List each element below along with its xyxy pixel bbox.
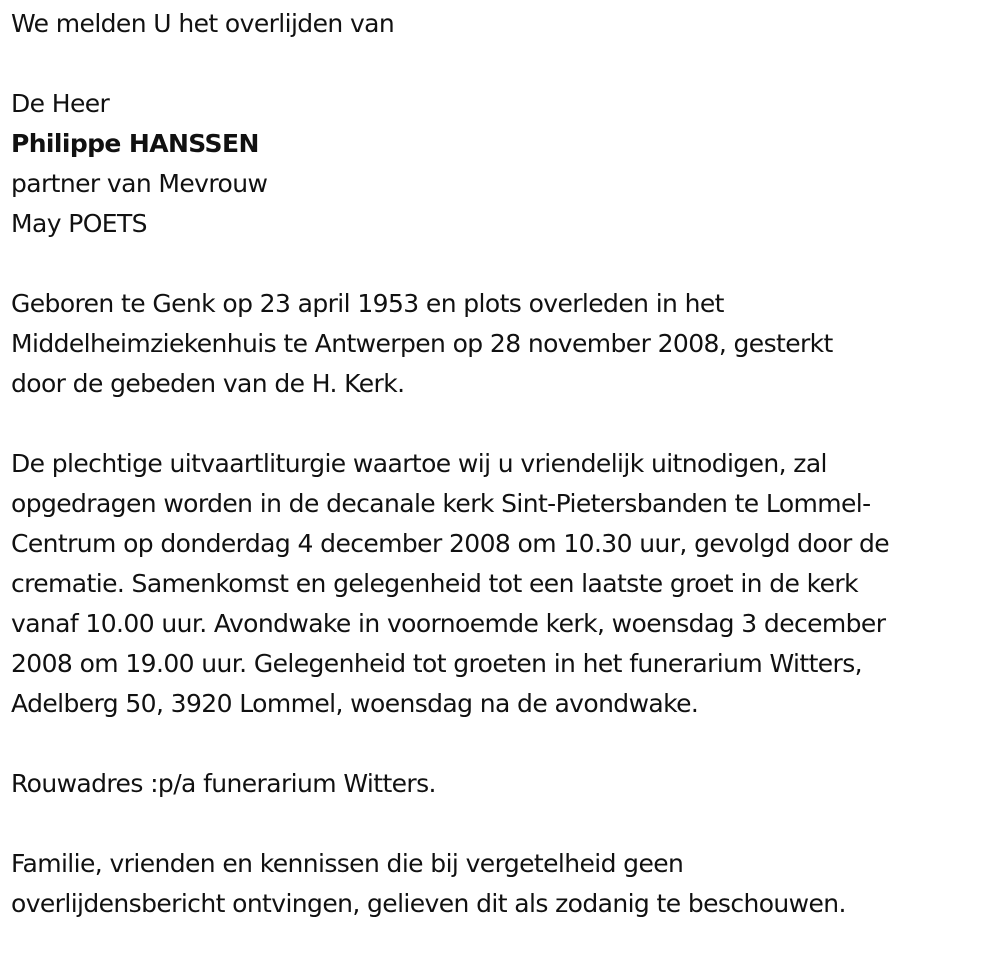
funeral-paragraph xyxy=(11,444,996,724)
spacer xyxy=(11,804,996,844)
death-notice xyxy=(11,4,996,924)
birth-line: Middelheimziekenhuis te Antwerpen op 28 november 2008, gesterkt xyxy=(11,329,833,358)
funeral-line: opgedragen worden in de decanale kerk Sint-Pietersbanden te Lommel- xyxy=(11,489,871,518)
funeral-line: Adelberg 50, 3920 Lommel, woensdag na de avondwake. xyxy=(11,689,699,718)
funeral-line: Centrum op donderdag 4 december 2008 om 10.30 uur, gevolgd door de xyxy=(11,529,890,558)
mourning-address: Rouwadres :p/a funerarium Witters. xyxy=(11,769,436,798)
birth-death-paragraph xyxy=(11,284,996,404)
birth-line: Geboren te Genk op 23 april 1953 en plots overleden in het xyxy=(11,289,724,318)
closing-line: Familie, vrienden en kennissen die bij vergetelheid geen xyxy=(11,849,684,878)
relation-text: partner van Mevrouw xyxy=(11,169,268,198)
closing-paragraph xyxy=(11,844,996,924)
honorific: De Heer xyxy=(11,89,110,118)
spacer xyxy=(11,44,996,84)
funeral-line: crematie. Samenkomst en gelegenheid tot een laatste groet in de kerk xyxy=(11,569,858,598)
funeral-line: 2008 om 19.00 uur. Gelegenheid tot groeten in het funerarium Witters, xyxy=(11,649,863,678)
spacer xyxy=(11,244,996,284)
partner-name: May POETS xyxy=(11,209,147,238)
birth-line: door de gebeden van de H. Kerk. xyxy=(11,369,405,398)
funeral-line: vanaf 10.00 uur. Avondwake in voornoemde kerk, woensdag 3 december xyxy=(11,609,886,638)
intro-text: We melden U het overlijden van xyxy=(11,9,395,38)
funeral-line: De plechtige uitvaartliturgie waartoe wij u vriendelijk uitnodigen, zal xyxy=(11,449,827,478)
spacer xyxy=(11,404,996,444)
spacer xyxy=(11,724,996,764)
deceased-name: Philippe HANSSEN xyxy=(11,129,259,158)
closing-line: overlijdensbericht ontvingen, gelieven dit als zodanig te beschouwen. xyxy=(11,889,846,918)
